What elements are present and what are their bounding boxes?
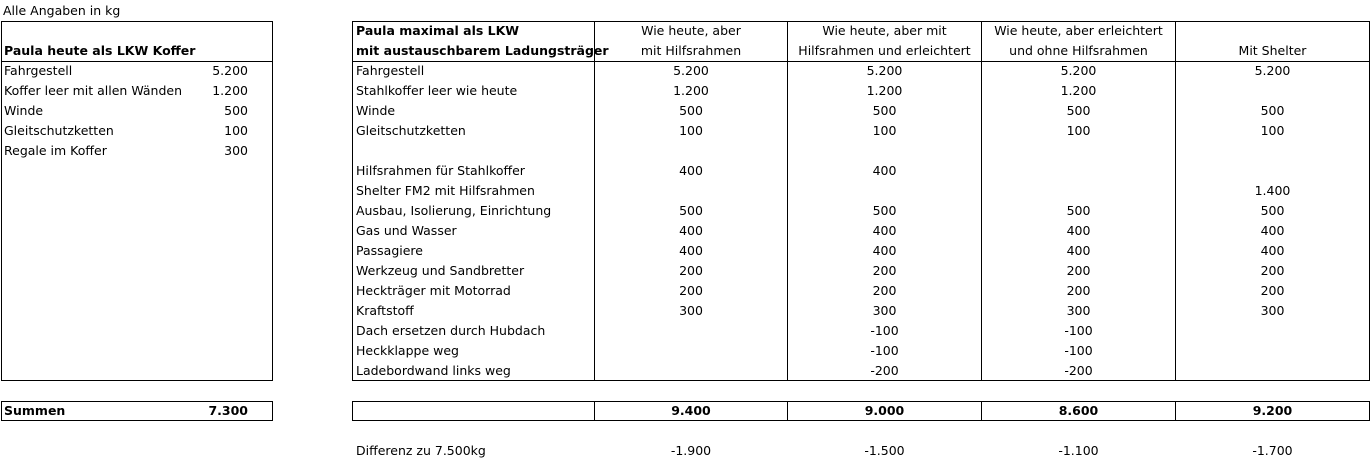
diff-col1: -1.900 [670,443,712,458]
right-row-label: Kraftstoff [356,303,414,318]
right-row-value-col1: 200 [679,283,703,298]
right-row-value-col4 [1176,341,1369,361]
right-row-value-col3 [982,161,1175,181]
right-row-label: Hilfsrahmen für Stahlkoffer [356,163,525,178]
left-row-value: 5.200 [212,63,248,78]
right-row-value-col3: 500 [1066,203,1091,218]
right-row-value-col1: 100 [679,123,703,138]
left-sum-label: Summen [4,403,66,418]
diff-col4: -1.700 [1252,443,1293,458]
left-table-header: Paula heute als LKW Koffer [4,43,196,58]
right-row-value-col3: 500 [1066,103,1091,118]
right-row-value-col3: 100 [1066,123,1091,138]
left-row-value: 1.200 [212,83,248,98]
right-row-label: Ladebordwand links weg [356,363,511,378]
diff-col3: -1.100 [1058,443,1099,458]
right-row-value-col1: 300 [679,303,703,318]
right-row-value-col4: 100 [1260,123,1285,138]
right-row-value-col4: 400 [1260,243,1285,258]
sum-col2: 9.000 [864,403,905,418]
right-row-value-col1: 500 [679,103,703,118]
right-row-value-col2: 400 [872,223,897,238]
diff-label: Differenz zu 7.500kg [356,443,486,458]
right-row-value-col2: 500 [872,103,897,118]
right-row-value-col4: 500 [1260,103,1285,118]
right-row-value-col1 [595,141,787,161]
right-row-value-col3: 200 [1066,283,1091,298]
left-row-label: Winde [4,103,44,118]
right-header-line1: Paula maximal als LKW [356,23,520,38]
right-row-value-col2: 5.200 [866,63,903,78]
right-row-value-col4 [1176,81,1369,101]
right-row-label: Gleitschutzketten [356,123,466,138]
right-row-value-col2: 400 [872,163,897,178]
left-row-value: 500 [224,103,248,118]
units-note: Alle Angaben in kg [3,3,121,18]
right-row-value-col4 [1176,161,1369,181]
left-row-value: 300 [224,143,248,158]
col4-header-line2: Mit Shelter [1238,43,1307,58]
right-row-value-col2 [788,141,981,161]
right-row-value-col2: 1.200 [866,83,903,98]
right-row-value-col2 [788,181,981,201]
right-row-value-col2: 400 [872,243,897,258]
left-sum-value: 7.300 [208,403,248,418]
right-row-value-col3: -100 [1064,323,1093,338]
right-row-value-col1: 400 [679,223,703,238]
left-row-label: Fahrgestell [4,63,73,78]
right-row-value-col3: 400 [1066,223,1091,238]
right-row-value-col4: 200 [1260,263,1285,278]
col4-header-line1 [1176,21,1369,41]
right-row-value-col4: 300 [1260,303,1285,318]
right-row-value-col4 [1176,361,1369,381]
right-row-value-col4: 400 [1260,223,1285,238]
right-row-value-col3: -200 [1064,363,1093,378]
right-row-label: Dach ersetzen durch Hubdach [356,323,546,338]
right-row-label: Heckträger mit Motorrad [356,283,511,298]
col3-header-line1: Wie heute, aber erleichtert [994,23,1163,38]
sum-col1: 9.400 [671,403,711,418]
right-row-value-col1: 200 [679,263,703,278]
right-row-value-col3 [982,141,1175,161]
right-row-value-col2: -200 [870,363,899,378]
sum-col3: 8.600 [1058,403,1099,418]
right-row-value-col2: 200 [872,263,897,278]
right-row-value-col4 [1176,321,1369,341]
sum-col4: 9.200 [1252,403,1293,418]
right-row-value-col1 [595,341,787,361]
right-row-value-col3: -100 [1064,343,1093,358]
right-row-value-col3: 400 [1066,243,1091,258]
right-row-value-col1: 1.200 [673,83,709,98]
col1-header-line2: mit Hilfsrahmen [640,43,742,58]
right-row-label: Passagiere [356,243,423,258]
right-row-value-col1 [595,321,787,341]
right-row-label: Winde [356,103,396,118]
right-row-value-col2: 500 [872,203,897,218]
left-row-label: Regale im Koffer [4,143,107,158]
right-row-value-col1: 400 [679,163,703,178]
right-row-value-col4: 200 [1260,283,1285,298]
right-row-value-col3: 1.200 [1060,83,1097,98]
right-row-value-col4: 5.200 [1254,63,1291,78]
right-row-value-col1 [595,181,787,201]
right-row-value-col4: 500 [1260,203,1285,218]
right-row-value-col1: 400 [679,243,703,258]
col2-header-line1: Wie heute, aber mit [822,23,947,38]
diff-col2: -1.500 [864,443,905,458]
col2-header-line2: Hilfsrahmen und erleichtert [798,43,971,58]
right-row-value-col3: 300 [1066,303,1091,318]
right-header-line2: mit austauschbarem Ladungsträger [356,43,609,58]
left-row-label: Gleitschutzketten [4,123,114,138]
right-row-label: Ausbau, Isolierung, Einrichtung [356,203,552,218]
right-row-value-col2: -100 [870,323,899,338]
right-row-value-col2: 300 [872,303,897,318]
right-row-value-col2: 100 [872,123,897,138]
right-row-label: Stahlkoffer leer wie heute [356,83,518,98]
right-row-value-col4 [1176,141,1369,161]
right-row-label: Shelter FM2 mit Hilfsrahmen [356,183,535,198]
right-row-label: Werkzeug und Sandbretter [356,263,525,278]
col3-header-line2: und ohne Hilfsrahmen [1009,43,1148,58]
right-row-value-col3 [982,181,1175,201]
right-row-label: Fahrgestell [356,63,425,78]
right-row-value-col4: 1.400 [1254,183,1291,198]
right-row-value-col3: 5.200 [1060,63,1097,78]
right-row-value-col1: 500 [679,203,703,218]
right-row-value-col1: 5.200 [673,63,709,78]
right-row-value-col2: 200 [872,283,897,298]
right-row-label: Gas und Wasser [356,223,457,238]
col1-header-line1: Wie heute, aber [641,23,741,38]
left-row-label: Koffer leer mit allen Wänden [4,83,183,98]
right-row-label: Heckklappe weg [356,343,459,358]
right-row-value-col1 [595,361,787,381]
right-row-value-col2: -100 [870,343,899,358]
right-row-value-col3: 200 [1066,263,1091,278]
left-row-value: 100 [224,123,248,138]
